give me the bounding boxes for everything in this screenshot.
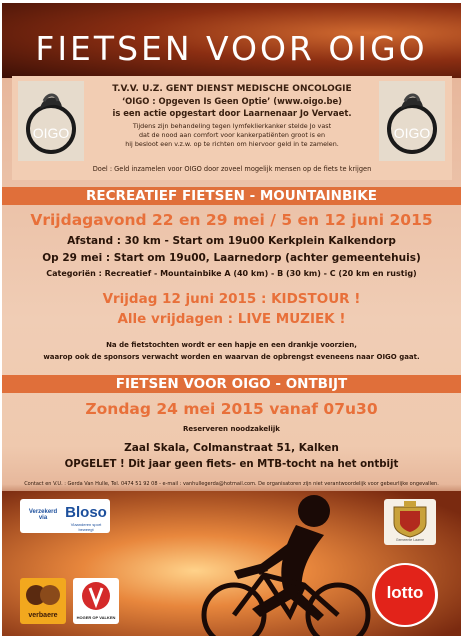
section1-dates: Vrijdagavond 22 en 29 mei / 5 en 12 juni 2015 bbox=[30, 211, 433, 229]
intro-line-1: T.V.V. U.Z. GENT DIENST MEDISCHE ONCOLOGIE bbox=[112, 84, 352, 94]
section2-date: Zondag 24 mei 2015 vanaf 07u30 bbox=[85, 400, 378, 418]
oigo-logo-left bbox=[18, 81, 84, 161]
section2-reservation: Reserveren noodzakelijk bbox=[183, 425, 280, 433]
section2-warning: OPGELET ! Dit jaar geen fiets- en MTB-tocht na het ontbijt bbox=[64, 459, 399, 470]
section2-location: Zaal Skala, Colmanstraat 51, Kalken bbox=[124, 442, 339, 454]
oigo-logo-icon bbox=[18, 81, 84, 161]
hoger-op-valken-logo bbox=[73, 578, 119, 624]
verbaere-name: verbaere bbox=[28, 612, 58, 619]
page-title: FIETSEN VOOR OIGO bbox=[35, 29, 428, 68]
intro-line-2: ‘OIGO : Opgeven Is Geen Optie’ (www.oigo.be) bbox=[121, 96, 343, 106]
hoger-op-valken-icon bbox=[73, 578, 119, 614]
intro-text-2: dat de nood aan comfort voor kankerpatiënten groot is en bbox=[139, 131, 325, 139]
oigo-logo-right bbox=[379, 81, 445, 161]
verbaere-sponsor-logo bbox=[20, 578, 66, 624]
section1-note-2: waarop ook de sponsors verwacht worden en waarvan de opbrengst eveneens naar OIGO gaat. bbox=[43, 353, 420, 361]
section1-music: Alle vrijdagen : LIVE MUZIEK ! bbox=[117, 311, 346, 327]
bloso-sponsor-logo bbox=[20, 499, 110, 533]
gemeente-laarne-crest bbox=[384, 499, 436, 545]
oigo-logo-icon bbox=[379, 81, 445, 161]
poster bbox=[2, 3, 461, 636]
section1-kidstour: Vrijdag 12 juni 2015 : KIDSTOUR ! bbox=[102, 291, 361, 307]
contact-line: Contact en V.U. : Gerda Van Hulle, Tel. 0474 51 92 08 - e-mail : vanhullegerda@hotmail.com. De organisatoren zijn niet verantwoordelijk voor gebeurlijke ongevallen. bbox=[24, 481, 439, 487]
coat-of-arms-icon bbox=[384, 499, 436, 539]
section1-heading: RECREATIEF FIETSEN - MOUNTAINBIKE bbox=[2, 187, 461, 205]
intro-text bbox=[92, 83, 372, 149]
intro-goal: Doel : Geld inzamelen voor OIGO door zoveel mogelijk mensen op de fiets te krijgen bbox=[92, 165, 372, 173]
header-banner bbox=[2, 3, 461, 78]
lotto-name: lotto bbox=[386, 583, 424, 602]
bloso-subtitle: Vlaanderen sport beweegt bbox=[70, 522, 102, 532]
intro-text-1: Tijdens zijn behandeling tegen lymfeklierkanker stelde Jo vast bbox=[132, 122, 332, 130]
hoger-op-valken-name: HOGER OP VALKEN bbox=[76, 615, 116, 620]
intro-text-3: hij besloot een v.z.w. op te richten om hiervoor geld in te zamelen. bbox=[125, 140, 339, 148]
oigo-logo-text: OIGO bbox=[393, 125, 431, 141]
section1-categories: Categoriën : Recreatief - Mountainbike A (40 km) - B (30 km) - C (20 km en rustig) bbox=[46, 269, 417, 278]
bloso-prefix: Verzekerd via bbox=[28, 509, 58, 521]
gemeente-label: Gemeente Laarne bbox=[395, 538, 425, 542]
oigo-logo-text: OIGO bbox=[32, 125, 70, 141]
section1-note-1: Na de fietstochten wordt er een hapje en een drankje voorzien, bbox=[106, 341, 357, 349]
section1-distance: Afstand : 30 km - Start om 19u00 Kerkplein Kalkendorp bbox=[67, 235, 396, 247]
section2-heading: FIETSEN VOOR OIGO - ONTBIJT bbox=[2, 375, 461, 393]
verbaere-mark-icon bbox=[20, 578, 66, 612]
intro-line-3: is een actie opgestart door Laarnenaar Jo Vervaet. bbox=[112, 108, 352, 118]
lotto-sponsor-logo bbox=[372, 563, 438, 627]
section1-may29: Op 29 mei : Start om 19u00, Laarnedorp (achter gemeentehuis) bbox=[42, 252, 421, 264]
bloso-name: Bloso bbox=[65, 504, 107, 521]
